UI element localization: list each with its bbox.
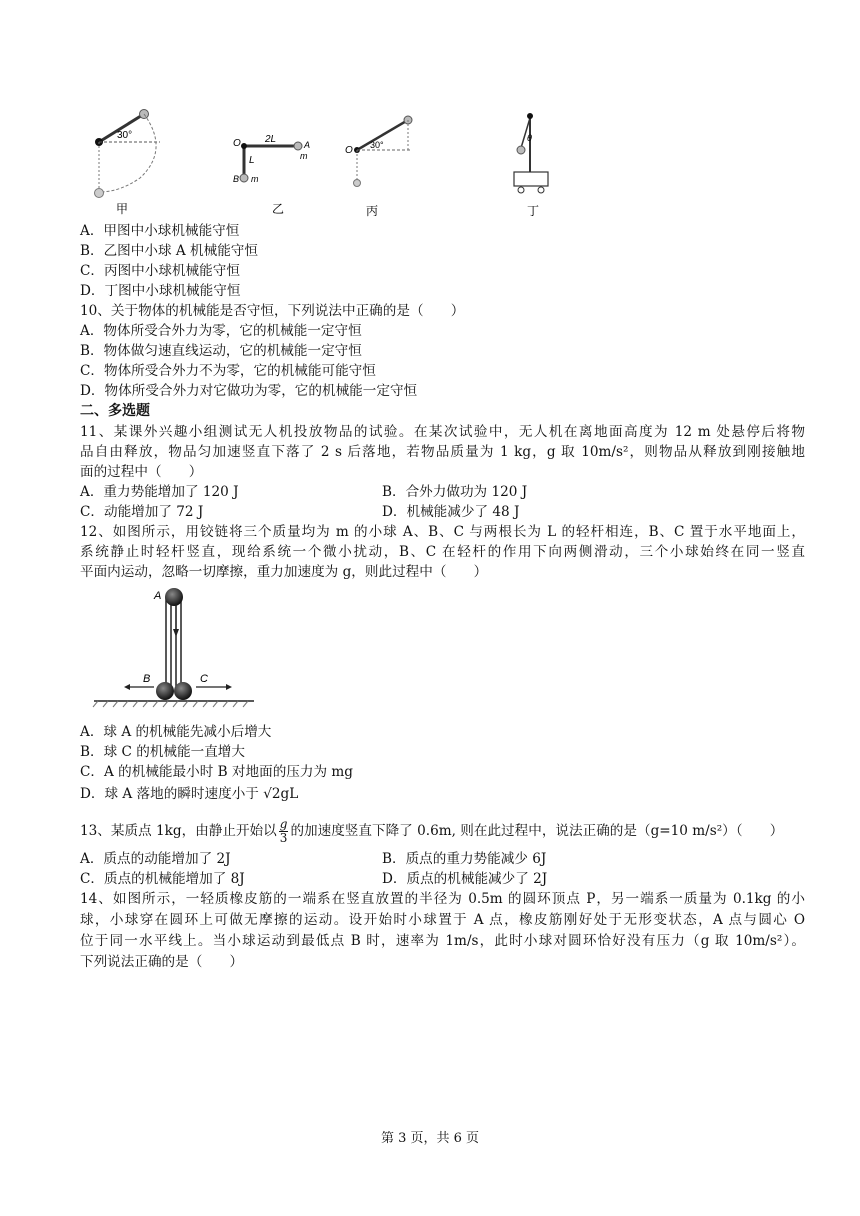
yi-o-label: O: [233, 138, 241, 149]
q12-fig-label-c: C: [200, 673, 208, 685]
q10-option-b: B．物体做匀速直线运动，它的机械能一定守恒: [80, 343, 362, 359]
yi-a-label: A: [304, 140, 311, 150]
q11-option-c: C．动能增加了 72 J: [80, 504, 204, 520]
bing-o-label: O: [345, 145, 353, 156]
q12-option-c: C．A 的机械能最小时 B 对地面的压力为 mg: [80, 764, 353, 780]
q12-option-a: A．球 A 的机械能先减小后增大: [80, 724, 272, 740]
yi-m-b-label: m: [251, 174, 259, 184]
fig-label-ding: 丁: [527, 204, 540, 218]
q10-stem: 10、关于物体的机械能是否守恒，下列说法中正确的是（ ）: [80, 303, 465, 319]
q11-option-b: B．合外力做功为 120 J: [382, 484, 528, 500]
q13-option-b: B．质点的重力势能减少 6J: [382, 851, 547, 867]
q11-option-a: A．重力势能增加了 120 J: [80, 484, 239, 500]
q12-fig-label-a: A: [154, 590, 162, 602]
q13-stem-post: 的加速度竖直下降了 0.6m, 则在此过程中，说法正确的是（g=10 m/s²）（ ）: [290, 823, 784, 839]
q12-option-b: B．球 C 的机械能一直增大: [80, 744, 245, 760]
fig-label-bing: 丙: [366, 204, 379, 218]
q12-option-d: D．球 A 落地的瞬时速度小于 √2gL: [80, 786, 299, 802]
q13-frac-den: 3: [279, 831, 288, 845]
q10-option-c: C．物体所受合外力不为零，它的机械能可能守恒: [80, 363, 376, 379]
q11-line-2: 品自由释放，物品匀加速竖直下落了 2 s 后落地，若物品质量为 1 kg，g 取 10m/s²，则物品从释放到刚接触地: [80, 444, 805, 460]
q12-figure: [90, 583, 290, 713]
yi-rod-label: 2L: [265, 134, 277, 145]
q12-line-3: 平面内运动，忽略一切摩擦，重力加速度为 g，则此过程中（ ）: [80, 564, 488, 580]
yi-l-label: L: [249, 155, 255, 166]
page-footer: 第 3 页，共 6 页: [380, 1131, 480, 1146]
yi-b-label: B: [233, 174, 240, 184]
q14-line-4: 下列说法正确的是（ ）: [80, 954, 244, 970]
q9-option-d: D．丁图中小球机械能守恒: [80, 283, 241, 299]
q14-line-1: 14、如图所示，一轻质橡皮筋的一端系在竖直放置的半径为 0.5m 的圆环顶点 P，另一端系一质量为 0.1kg 的小: [80, 891, 805, 907]
figure-bing: [345, 116, 412, 187]
q14-line-2: 球，小球穿在圆环上可做无摩擦的运动。设开始时小球置于 A 点，橡皮筋刚好处于无形变状态，A 点与圆心 O: [80, 912, 805, 928]
q12-line-2: 系统静止时轻杆竖直，现给系统一个微小扰动，B、C 在轻杆的作用下向两侧滑动，三个小球始终在同一竖直: [80, 544, 805, 560]
q9-option-c: C．丙图中小球机械能守恒: [80, 263, 240, 279]
fig-label-yi: 乙: [272, 202, 285, 216]
q12-line-1: 12、如图所示，用铰链将三个质量均为 m 的小球 A、B、C 与两根长为 L 的轻杆相连，B、C 置于水平地面上，: [80, 524, 805, 540]
fig-label-jia: 甲: [116, 202, 129, 216]
jia-angle: 30°: [117, 130, 133, 141]
ding-theta: θ: [527, 133, 532, 143]
q13-option-a: A．质点的动能增加了 2J: [80, 851, 231, 867]
bing-angle: 30°: [370, 140, 384, 150]
section-heading: 二、多选题: [80, 403, 150, 419]
q13-fraction: [279, 818, 289, 845]
yi-m-a-label: m: [300, 151, 308, 161]
q11-option-d: D．机械能减少了 48 J: [382, 504, 520, 520]
q13-option-c: C．质点的机械能增加了 8J: [80, 871, 245, 887]
q11-line-3: 面的过程中（ ）: [80, 464, 203, 480]
q13-option-d: D．质点的机械能减少了 2J: [382, 871, 548, 887]
q12-fig-label-b: B: [143, 673, 151, 685]
q13-stem: [80, 818, 783, 845]
q13-frac-num: g: [279, 817, 288, 831]
q10-option-d: D．物体所受合外力对它做功为零，它的机械能一定守恒: [80, 383, 418, 399]
figure-ding: [514, 113, 548, 193]
q13-stem-pre: 13、某质点 1kg，由静止开始以: [80, 823, 277, 839]
q11-line-1: 11、某课外兴趣小组测试无人机投放物品的试验。在某次试验中，无人机在离地面高度为 12 m 处悬停后将物: [80, 424, 805, 440]
figure-yi: [233, 134, 310, 184]
q9-option-b: B．乙图中小球 A 机械能守恒: [80, 243, 258, 259]
q10-option-a: A．物体所受合外力为零，它的机械能一定守恒: [80, 323, 362, 339]
figures-row: [0, 0, 860, 225]
figure-jia: [95, 110, 161, 198]
q14-line-3: 位于同一水平线上。当小球运动到最低点 B 时，速率为 1m/s，此时小球对圆环恰好没有压力（g 取 10m/s²）。: [80, 933, 805, 949]
q9-option-a: A．甲图中小球机械能守恒: [80, 223, 240, 239]
